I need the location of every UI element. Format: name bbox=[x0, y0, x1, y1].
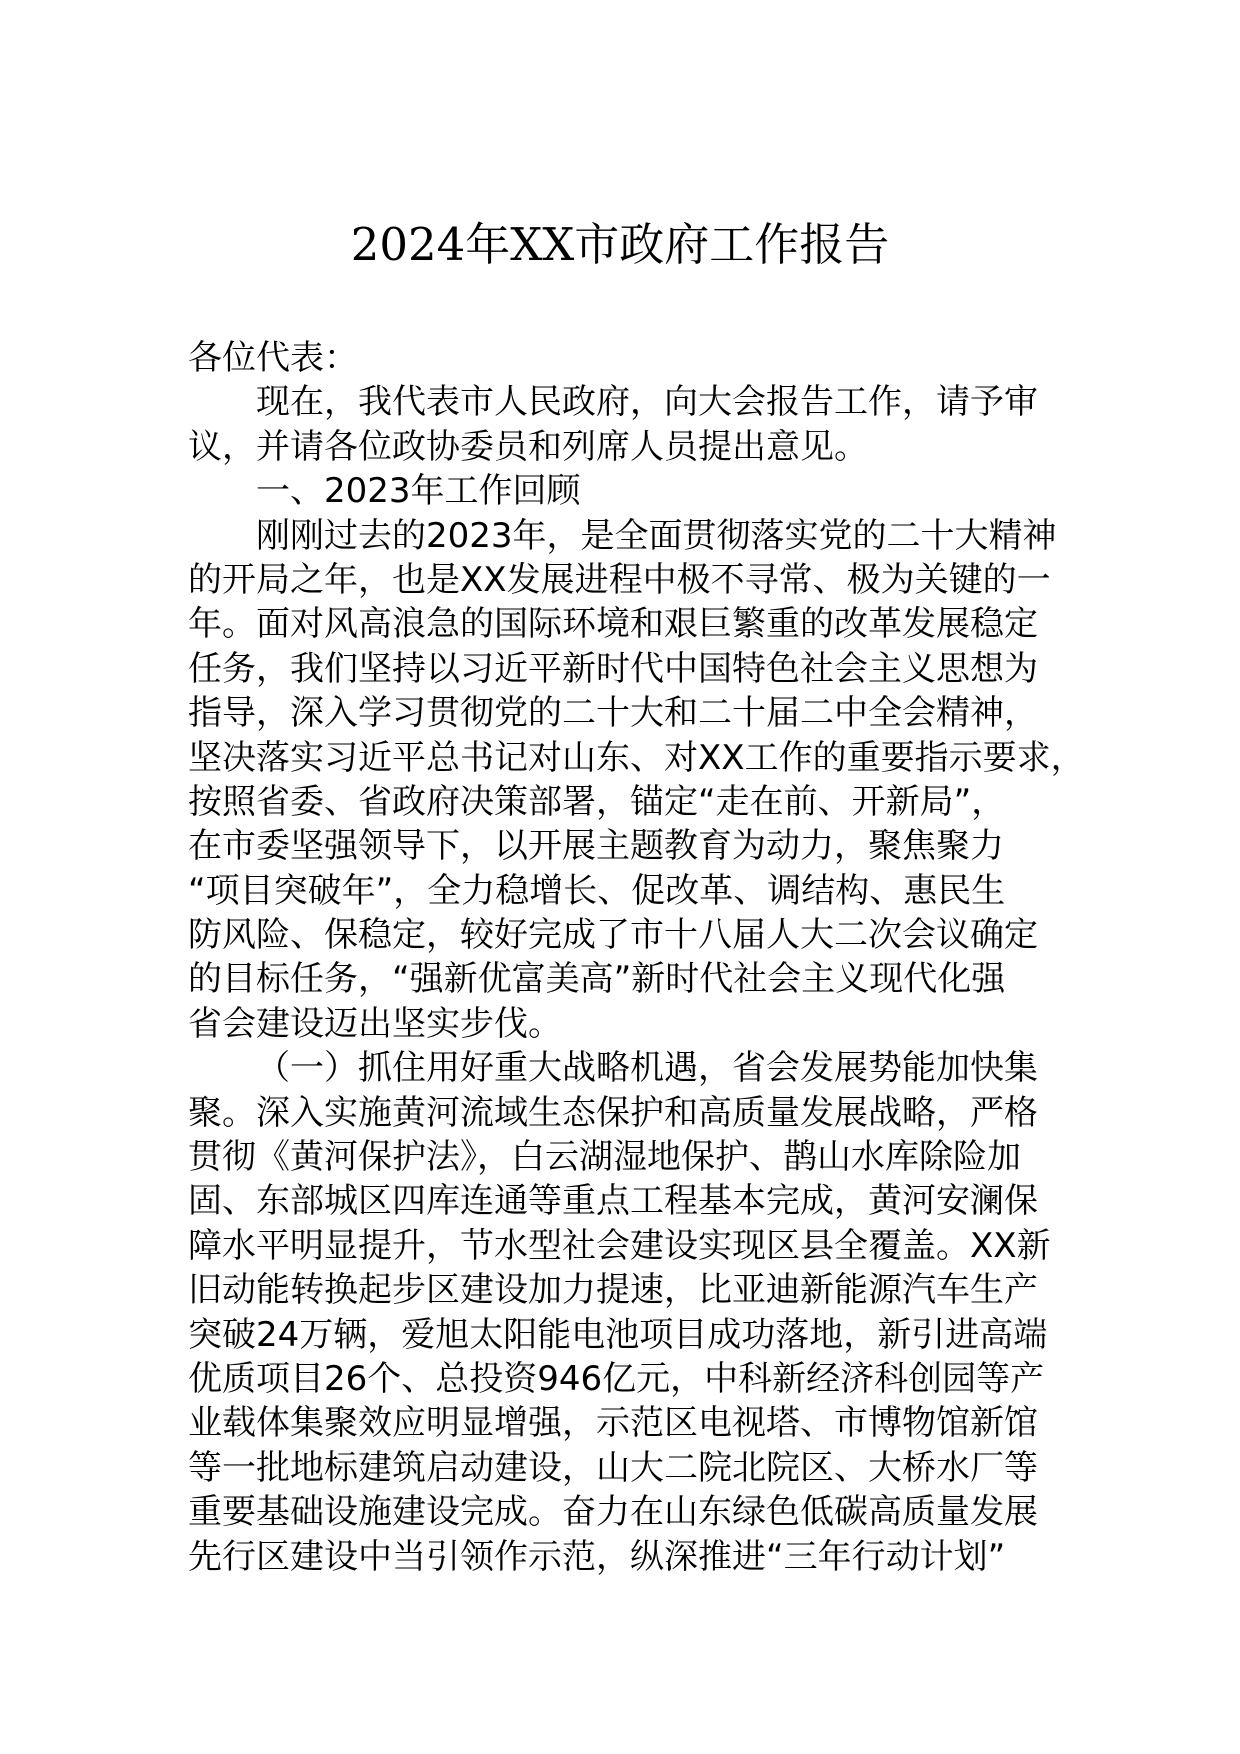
text-line: 等一批地标建筑启动建设，山大二院北院区、大桥水厂等 bbox=[188, 1447, 1038, 1488]
text-line: 任务，我们坚持以习近平新时代中国特色社会主义思想为 bbox=[188, 648, 1038, 689]
text-line: 各位代表： bbox=[188, 338, 358, 378]
text-line: 刚刚过去的2023年，是全面贯彻落实党的二十大精神 bbox=[256, 515, 1057, 556]
text-line: “项目突破年”，全力稳增长、促改革、调结构、惠民生 bbox=[188, 870, 1006, 911]
text-line: 突破24万辆，爱旭太阳能电池项目成功落地，新引进高端 bbox=[188, 1314, 1048, 1355]
text-line: 指导，深入学习贯彻党的二十大和二十届二中全会精神， bbox=[188, 693, 1038, 734]
text-line: 年。面对风高浪急的国际环境和艰巨繁重的改革发展稳定 bbox=[188, 604, 1038, 645]
text-line: 的开局之年，也是XX发展进程中极不寻常、极为关键的一 bbox=[188, 559, 1051, 600]
text-line: 聚。深入实施黄河流域生态保护和高质量发展战略，严格 bbox=[188, 1092, 1038, 1133]
text-line: 优质项目26个、总投资946亿元，中科新经济科创园等产 bbox=[188, 1358, 1045, 1399]
text-line: 一、2023年工作回顾 bbox=[256, 471, 581, 512]
text-line: （一）抓住用好重大战略机遇，省会发展势能加快集 bbox=[256, 1048, 1038, 1089]
text-line: 坚决落实习近平总书记对山东、对XX工作的重要指示要求， bbox=[188, 737, 1085, 778]
text-line: 贯彻《黄河保护法》，白云湖湿地保护、鹊山水库除险加 bbox=[188, 1137, 1021, 1178]
text-line: 省会建设迈出坚实步伐。 bbox=[188, 1003, 562, 1044]
document-body bbox=[188, 336, 1085, 1579]
text-line: 固、东部城区四库连通等重点工程基本完成，黄河安澜保 bbox=[188, 1181, 1038, 1222]
text-line: 业载体集聚效应明显增强，示范区电视塔、市博物馆新馆 bbox=[188, 1403, 1038, 1444]
text-line: 旧动能转换起步区建设加力提速，比亚迪新能源汽车生产 bbox=[188, 1270, 1038, 1311]
text-line: 防风险、保稳定，较好完成了市十八届人大二次会议确定 bbox=[188, 915, 1038, 956]
text-line: 重要基础设施建设完成。奋力在山东绿色低碳高质量发展 bbox=[188, 1492, 1038, 1533]
text-line: 在市委坚强领导下，以开展主题教育为动力，聚焦聚力 bbox=[188, 826, 1004, 867]
text-line: 议，并请各位政协委员和列席人员提出意见。 bbox=[188, 426, 868, 467]
text-line: 障水平明显提升，节水型社会建设实现区县全覆盖。XX新 bbox=[188, 1225, 1051, 1266]
text-line: 先行区建设中当引领作示范，纵深推进“三年行动计划” bbox=[188, 1536, 1006, 1577]
text-line: 按照省委、省政府决策部署，锚定“走在前、开新局”， bbox=[188, 781, 1006, 822]
document-title: 2024年XX市政府工作报告 bbox=[350, 218, 890, 271]
text-line: 的目标任务，“强新优富美高”新时代社会主义现代化强 bbox=[188, 959, 1006, 1000]
text-line: 现在，我代表市人民政府，向大会报告工作，请予审 bbox=[256, 382, 1038, 423]
